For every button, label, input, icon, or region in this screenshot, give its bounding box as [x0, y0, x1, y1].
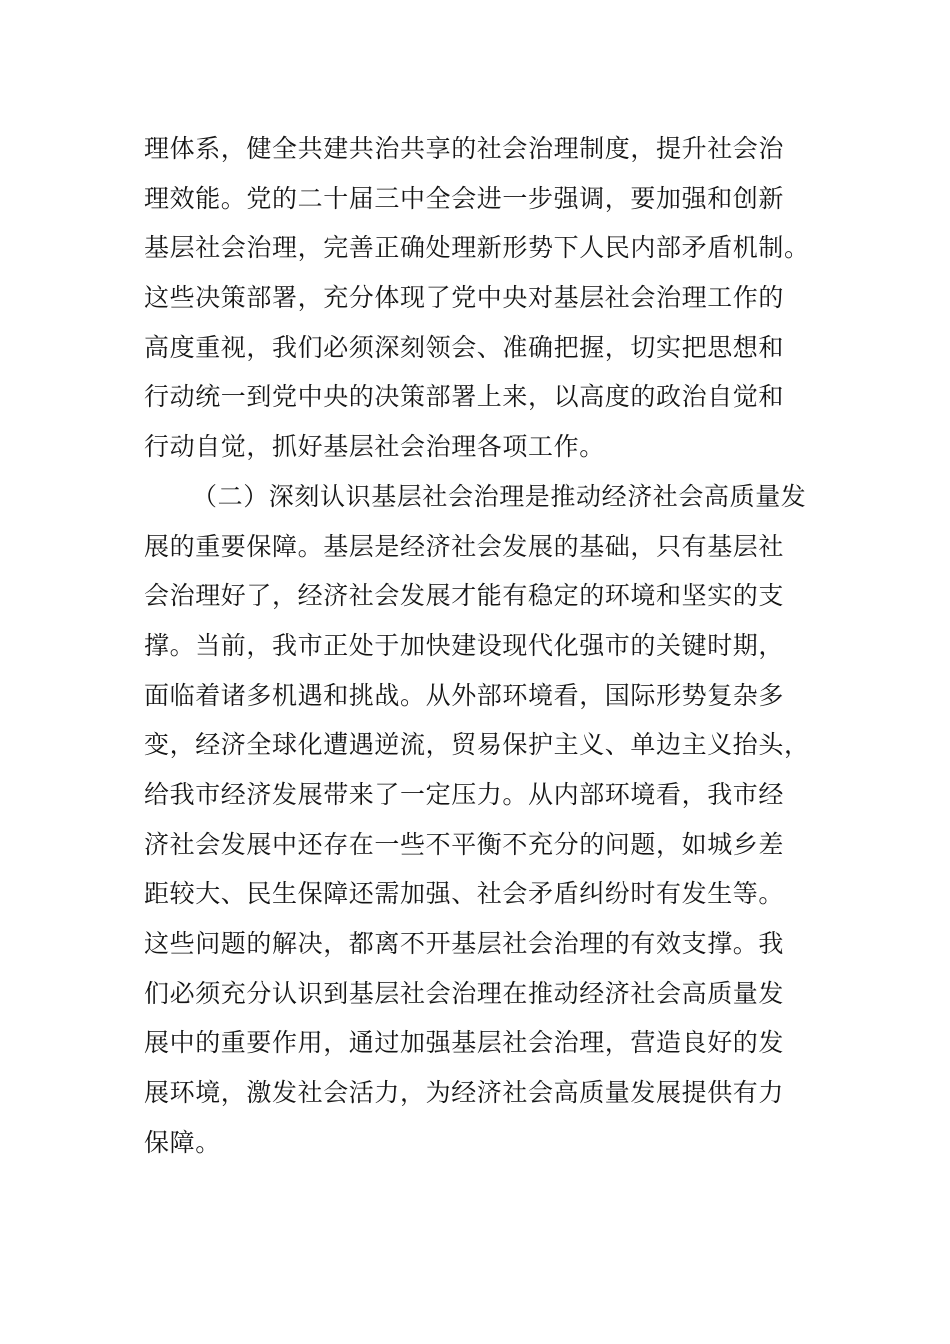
paragraph-1: [144, 124, 808, 472]
text-line: 们必须充分认识到基层社会治理在推动经济社会高质量发: [144, 978, 785, 1008]
text-line: 基层社会治理，完善正确处理新形势下人民内部矛盾机制。: [144, 233, 810, 263]
text-line: 行动统一到党中央的决策部署上来，以高度的政治自觉和: [144, 382, 785, 412]
text-line: 济社会发展中还存在一些不平衡不充分的问题，如城乡差: [144, 829, 785, 859]
text-line: 展的重要保障。基层是经济社会发展的基础，只有基层社: [144, 531, 785, 561]
text-line: 距较大、民生保障还需加强、社会矛盾纠纷时有发生等。: [144, 879, 785, 909]
body-text: [144, 124, 808, 1167]
text-line: 高度重视，我们必须深刻领会、准确把握，切实把思想和: [144, 332, 785, 362]
text-line: 行动自觉，抓好基层社会治理各项工作。: [144, 432, 605, 462]
text-line: 面临着诸多机遇和挑战。从外部环境看，国际形势复杂多: [144, 680, 785, 710]
text-line: 撑。当前，我市正处于加快建设现代化强市的关键时期，: [144, 630, 785, 660]
text-line: 这些问题的解决，都离不开基层社会治理的有效支撑。我: [144, 929, 785, 958]
text-line: 展中的重要作用，通过加强基层社会治理，营造良好的发: [144, 1028, 785, 1058]
text-line: 会治理好了，经济社会发展才能有稳定的环境和坚实的支: [144, 581, 785, 611]
text-line: 变，经济全球化遭遇逆流，贸易保护主义、单边主义抬头，: [144, 730, 810, 760]
text-line: 理体系，健全共建共治共享的社会治理制度，提升社会治: [144, 134, 785, 163]
text-line: 给我市经济发展带来了一定压力。从内部环境看，我市经: [144, 779, 785, 809]
section-heading-line: （二）深刻认识基层社会治理是推动经济社会高质量发: [192, 481, 807, 511]
text-line: 这些决策部署，充分体现了党中央对基层社会治理工作的: [144, 283, 785, 313]
text-line: 理效能。党的二十届三中全会进一步强调，要加强和创新: [144, 183, 785, 213]
text-line: 展环境，激发社会活力，为经济社会高质量发展提供有力: [144, 1078, 785, 1108]
paragraph-2: [144, 472, 808, 1168]
text-line: 保障。: [144, 1127, 221, 1157]
